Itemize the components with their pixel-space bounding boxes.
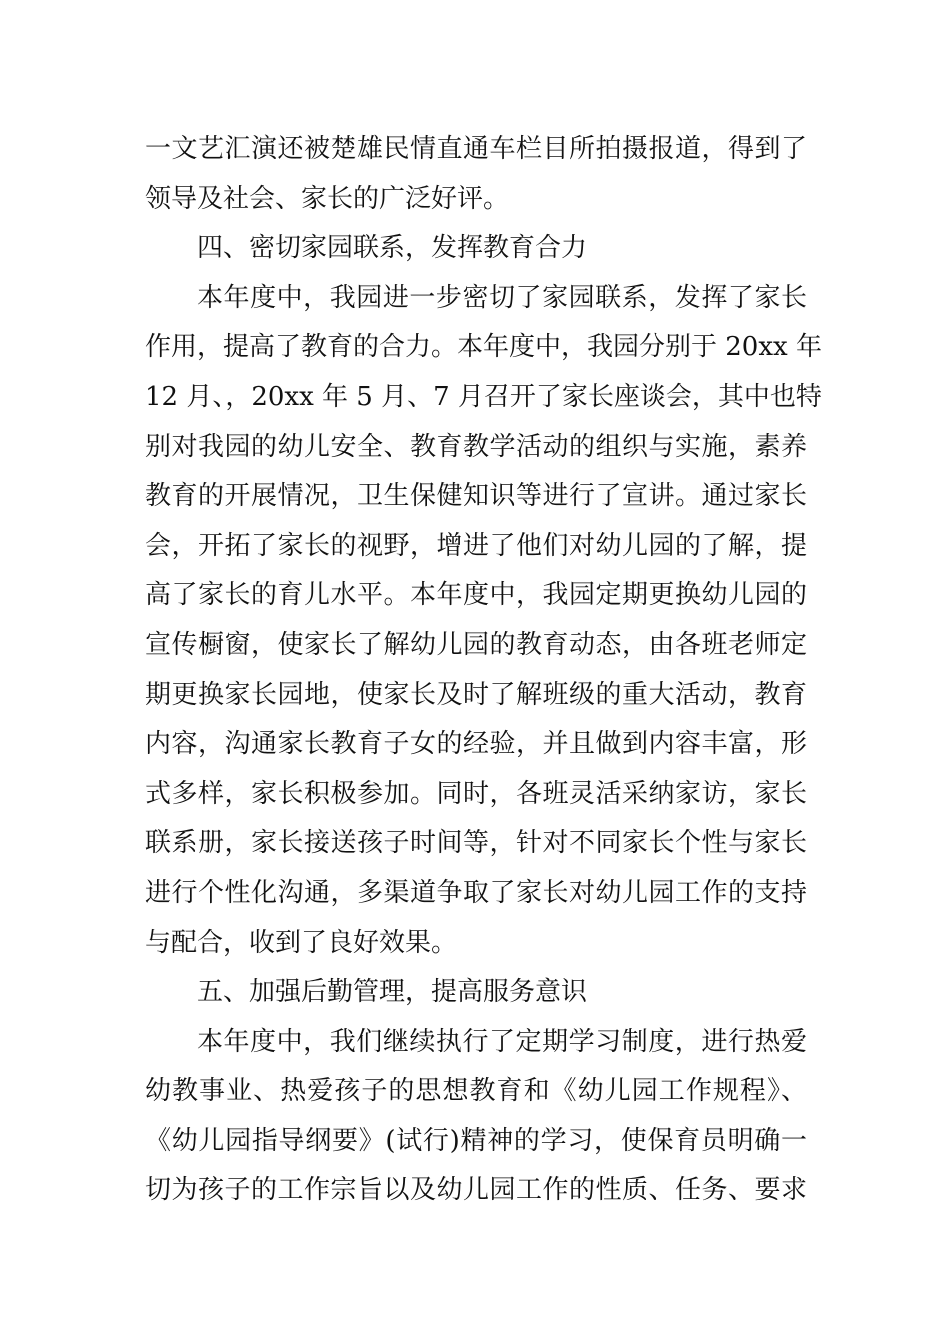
document-body xyxy=(145,125,822,1216)
text-line: 本年度中，我们继续执行了定期学习制度，进行热爱 xyxy=(197,1026,807,1057)
text-line: 幼教事业、热爱孩子的思想教育和《幼儿园工作规程》、 xyxy=(145,1076,807,1107)
text-line: 作用，提高了教育的合力。本年度中，我园分别于 20xx 年 xyxy=(145,332,822,363)
text-line: 会，开拓了家长的视野，增进了他们对幼儿园的了解，提 xyxy=(145,530,807,561)
text-line: 切为孩子的工作宗旨以及幼儿园工作的性质、任务、要求 xyxy=(145,1175,807,1206)
text-line: 联系册，家长接送孩子时间等，针对不同家长个性与家长 xyxy=(145,828,807,859)
text-line: 宣传橱窗，使家长了解幼儿园的教育动态，由各班老师定 xyxy=(145,629,807,660)
section-heading: 四、密切家园联系，发挥教育合力 xyxy=(197,233,588,264)
text-line: 与配合，收到了良好效果。 xyxy=(145,927,458,958)
text-line: 本年度中，我园进一步密切了家园联系，发挥了家长 xyxy=(197,282,807,313)
text-line: 内容，沟通家长教育子女的经验，并且做到内容丰富，形 xyxy=(145,729,807,760)
text-line: 教育的开展情况，卫生保健知识等进行了宣讲。通过家长 xyxy=(145,481,807,512)
text-line: 领导及社会、家长的广泛好评。 xyxy=(145,183,510,214)
text-line: 式多样，家长积极参加。同时，各班灵活采纳家访，家长 xyxy=(145,778,807,809)
text-line: 高了家长的育儿水平。本年度中，我园定期更换幼儿园的 xyxy=(145,580,807,611)
text-line: 进行个性化沟通，多渠道争取了家长对幼儿园工作的支持 xyxy=(145,877,807,908)
text-line: 一文艺汇演还被楚雄民情直通车栏目所拍摄报道，得到了 xyxy=(145,134,807,164)
text-line: 12 月、，20xx 年 5 月、7 月召开了家长座谈会，其中也特 xyxy=(145,381,822,412)
text-line: 期更换家长园地，使家长及时了解班级的重大活动，教育 xyxy=(145,679,807,710)
text-line: 《幼儿园指导纲要》(试行)精神的学习，使保育员明确一 xyxy=(145,1125,807,1156)
text-line: 别对我园的幼儿安全、教育教学活动的组织与实施，素养 xyxy=(145,431,807,462)
section-heading: 五、加强后勤管理，提高服务意识 xyxy=(197,977,588,1008)
